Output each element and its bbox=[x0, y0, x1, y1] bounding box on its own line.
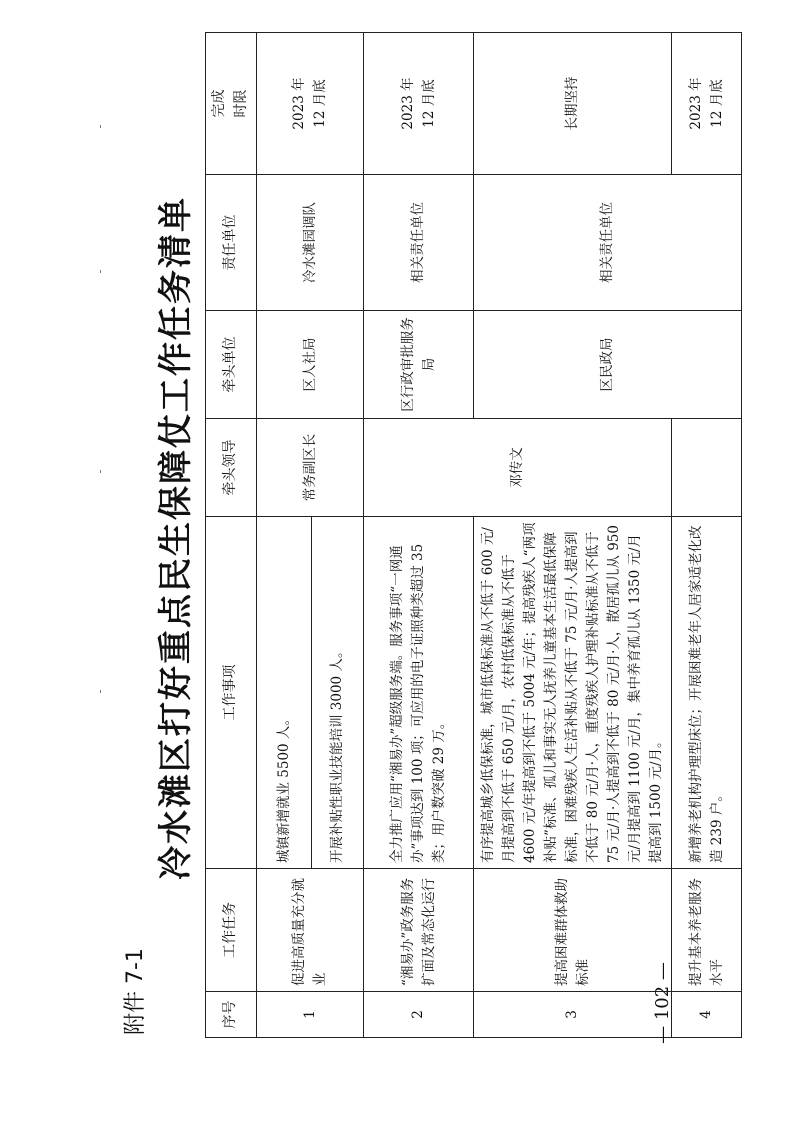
page-title: 冷水滩区打好重点民生保障仗工作任务清单 bbox=[156, 196, 196, 880]
table-row bbox=[364, 33, 474, 1038]
row-item: 全力推广应用“湘易办”超级服务端。服务事项“一网通办”事项达到 100 项；可应用的电子证照种类超过 35 类；用户数突破 29 万。 bbox=[364, 517, 474, 869]
row-task: 提高困难群体救助标准 bbox=[474, 869, 672, 992]
page-number: — 102 — bbox=[652, 962, 673, 1044]
table-header-row bbox=[206, 33, 257, 1038]
row-deadline: 2023 年 12 月底 bbox=[672, 33, 742, 175]
row-resp: 相关责任单位 bbox=[364, 175, 474, 311]
row-resp: 冷水滩园调队 bbox=[257, 175, 364, 311]
table-row bbox=[257, 33, 312, 1038]
row-no: 2 bbox=[364, 992, 474, 1038]
row-deadline: 2023 年 12 月底 bbox=[364, 33, 474, 175]
scan-speck bbox=[100, 470, 101, 473]
row-item: 城镇新增就业 5500 人。 bbox=[257, 517, 312, 869]
header-no: 序号 bbox=[206, 992, 257, 1038]
header-lead-unit: 牵头单位 bbox=[206, 311, 257, 419]
row-item: 有序提高城乡低保标准，城市低保标准从不低于 600 元/月提高到不低于 650 元/月，农村低保标准从不低于 4600 元/年提高到不低于 5004 元/年；提高残疾人“两项补贴”标准、孤儿和事实无人抚养儿童基本生活最低保障标准，困难残疾人生活补贴从不低于 75 元/月·人提高到不低于 80 元/月·人，重度残疾人护理补贴标准从不低于 75 元/月·人提高到不低于 80 元/月·人，散居孤儿从 950 元/月提高到 1100 元/月，集中养育孤儿从 1350 元/月提高到 1500 元/月。 bbox=[474, 517, 672, 869]
table-row bbox=[474, 33, 672, 1038]
header-task: 工作任务 bbox=[206, 869, 257, 992]
annex-label: 附件 7-1 bbox=[123, 948, 148, 1035]
row-no: 4 bbox=[672, 992, 742, 1038]
scan-speck bbox=[100, 690, 101, 693]
header-lead-leader: 牵头领导 bbox=[206, 419, 257, 517]
header-resp-unit: 责任单位 bbox=[206, 175, 257, 311]
row-deadline: 长期坚持 bbox=[474, 33, 672, 175]
row-unit: 区民政局 bbox=[474, 311, 742, 419]
row-leader bbox=[672, 419, 742, 517]
scan-speck bbox=[100, 270, 101, 273]
row-unit: 区人社局 bbox=[257, 311, 364, 419]
row-item: 新增养老机构护理型床位；开展困难老年人居家适老化改造 239 户。 bbox=[672, 517, 742, 869]
row-task: 提升基本养老服务水平 bbox=[672, 869, 742, 992]
row-unit: 区行政审批服务局 bbox=[364, 311, 474, 419]
scan-speck bbox=[100, 125, 101, 128]
row-leader: 邓传文 bbox=[364, 419, 672, 517]
row-no: 3 bbox=[474, 992, 672, 1038]
row-item: 开展补贴性职业技能培训 3000 人。 bbox=[312, 517, 364, 869]
row-leader: 常务副区长 bbox=[257, 419, 364, 517]
row-resp: 相关责任单位 bbox=[474, 175, 742, 311]
header-item: 工作事项 bbox=[206, 517, 257, 869]
row-deadline: 2023 年 12 月底 bbox=[257, 33, 364, 175]
row-task: 促进高质量充分就业 bbox=[257, 869, 364, 992]
row-task: “湘易办”政务服务扩面及常态化运行 bbox=[364, 869, 474, 992]
header-deadline: 完成 时限 bbox=[206, 33, 257, 175]
row-no: 1 bbox=[257, 992, 364, 1038]
